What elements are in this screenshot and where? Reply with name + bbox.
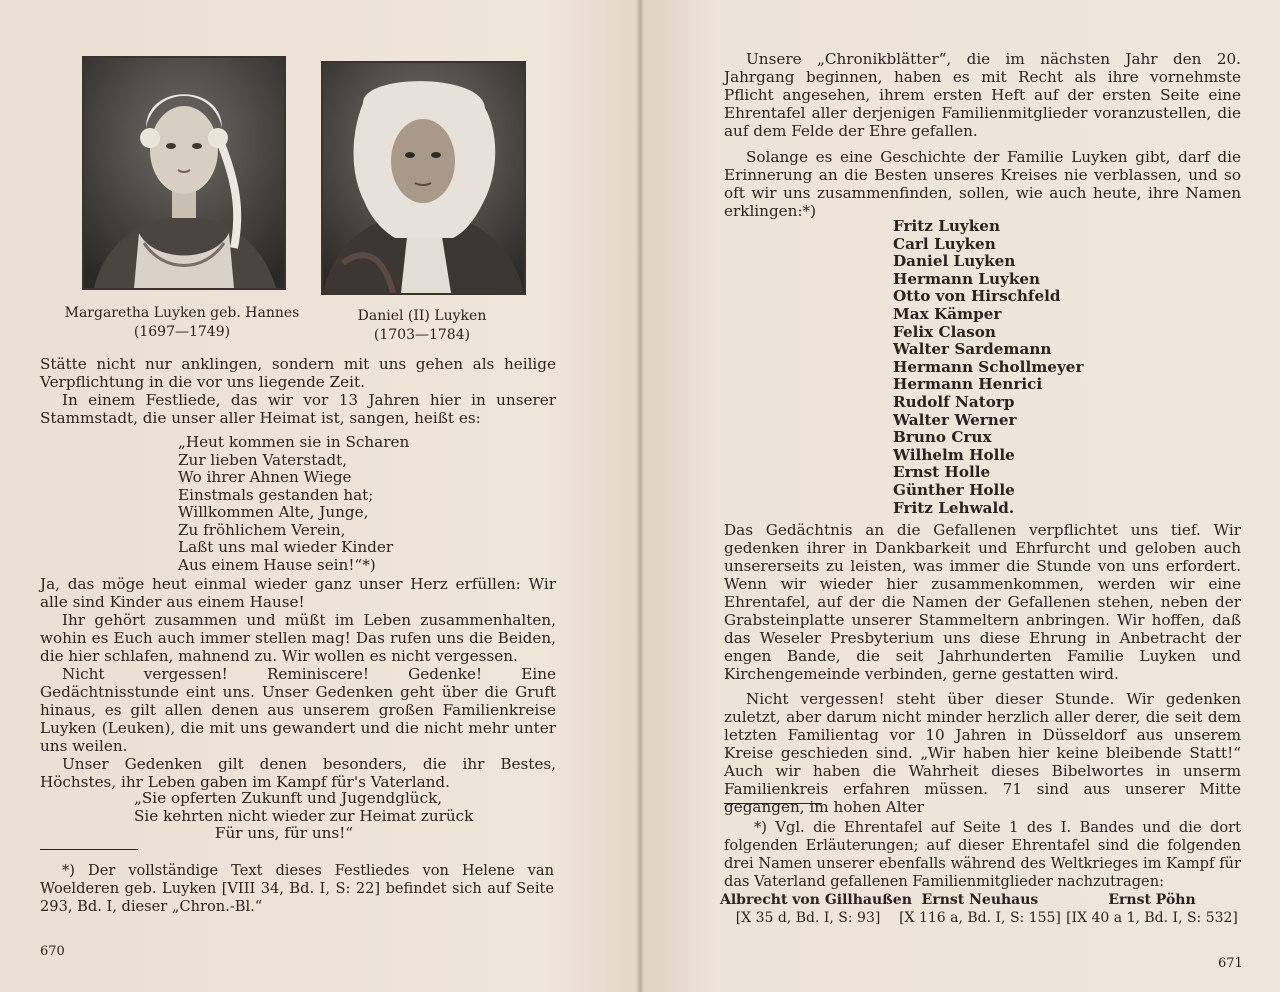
left-paragraph-3: Ja, das möge heut einmal wieder ganz unser Herz erfüllen: Wir alle sind Kinder aus einem Hause! [40, 575, 556, 611]
caption-portrait-1-name: Margaretha Luyken geb. Hannes [64, 305, 300, 321]
left-page-number: 670 [40, 944, 65, 959]
right-text-block-1 [724, 50, 1241, 220]
right-paragraph-3: Das Gedächtnis an die Gefallenen verpflichtet uns tief. Wir gedenken ihrer in Dankbarkeit und Ehrfurcht und geloben auch unsererseits zu leisten, was immer die Stunde von uns erfordert. Wenn wir wieder hier zusammenkommen, werden wir eine Ehrentafel, auf der die Namen der Gefallenen stehen, neben der Grabsteinplatte unserer Stammeltern anbringen. Wir hoffen, daß das Weseler Presbyterium uns diese Ehrung in Anbetracht der engen Bande, die seit Jahrhunderten Familie Luyken und Kirchengemeinde verbinden, gerne gestatten wird. [724, 521, 1241, 683]
honor-name: Carl Luyken [893, 234, 996, 253]
left-paragraph-5: Nicht vergessen! Reminiscere! Gedenke! Eine Gedächtnisstunde eint uns. Unser Gedenken geht über die Gruft hinaus, es gilt allen denen aus unserem großen Familienkreise Luyken (Leuken), die mit uns gewandert und die nicht mehr unter uns weilen. [40, 665, 556, 755]
honor-name: Fritz Luyken [893, 217, 1000, 235]
right-footnote: *) Vgl. die Ehrentafel auf Seite 1 des I. Bandes und die dort folgenden Erläuterungen; auf dieser Ehrentafel sind die folgenden drei Namen unserer ebenfalls während des Weltkrieges im Kampf für das Vaterland gefallenen Familienmitglieder nachzutragen: [724, 819, 1241, 890]
fallen-name: Albrecht von Gillhaußen [720, 892, 912, 908]
honor-name: Rudolf Natorp [893, 392, 1015, 411]
fallen-name: Ernst Pöhn [1108, 892, 1196, 908]
poem-line: Zu fröhlichem Verein, [178, 520, 346, 539]
honor-name: Felix Clason [893, 322, 996, 341]
fallen-entry-3 [1064, 891, 1240, 927]
fallen-ref: [X 116 a, Bd. I, S: 155] [899, 910, 1061, 926]
left-paragraph-1: Stätte nicht nur anklingen, sondern mit uns gehen als heilige Verpflichtung in die vor uns liegende Zeit. [40, 355, 556, 391]
fallen-ref: [IX 40 a 1, Bd. I, S: 532] [1066, 910, 1238, 926]
poem-line: Willkommen Alte, Junge, [178, 503, 369, 521]
right-paragraph-4: Nicht vergessen! steht über dieser Stunde. Wir gedenken zuletzt, aber darum nicht minder herzlich aller derer, die seit dem letzten Familientag vor 10 Jahren in Düsseldorf aus unserem Kreise geschieden sind. „Wir haben hier keine bleibende Statt!“ Auch wir haben die Wahrheit dieses Bibelwortes in unserm Familienkreis erfahren müssen. 71 sind aus unserer Mitte gegangen, im hohen Alter [724, 690, 1241, 816]
poem-line: Wo ihrer Ahnen Wiege [178, 468, 352, 486]
honor-name: Ernst Holle [893, 463, 991, 482]
fallen-name: Ernst Neuhaus [921, 892, 1039, 908]
honor-name: Bruno Crux [893, 428, 992, 447]
portrait-margaretha-luyken [82, 56, 286, 290]
honor-name: Daniel Luyken [893, 252, 1016, 271]
honor-name: Max Kämper [893, 304, 1002, 323]
honor-name: Fritz Lehwald. [893, 498, 1015, 517]
caption-portrait-1-years: (1697—1749) [133, 324, 231, 340]
right-paragraph-2: Solange es eine Geschichte der Familie Luyken gibt, darf die Erinnerung an die Besten unseres Kreises nie verblassen, und so oft wir uns zusammenfinden, sollen, wie auch heute, ihre Namen erklingen:*) [724, 148, 1241, 220]
caption-portrait-2-years: (1703—1784) [373, 327, 471, 343]
right-footnote-rule [724, 803, 822, 804]
portrait-daniel-luyken [321, 61, 526, 295]
honor-name: Hermann Henrici [893, 375, 1043, 394]
honor-name: Hermann Schollmeyer [893, 357, 1084, 376]
left-paragraph-2: In einem Festliede, das wir vor 13 Jahren hier in unserer Stammstadt, die unser aller Heimat ist, sangen, heißt es: [40, 391, 556, 427]
honor-name: Otto von Hirschfeld [893, 287, 1061, 306]
honor-name: Hermann Luyken [893, 269, 1041, 288]
fallen-ref: [X 35 d, Bd. I, S: 93] [735, 910, 881, 926]
honor-name: Walter Sardemann [893, 340, 1052, 359]
poem-line: Einstmals gestanden hat; [178, 485, 374, 504]
left-footnote: *) Der vollständige Text dieses Festliedes von Helene van Woelderen geb. Luyken [VIII 34, Bd. I, S: 22] befindet sich auf Seite 293, Bd. I, dieser „Chron.-Bl.“ [40, 862, 554, 915]
poem-line: Laßt uns mal wieder Kinder [178, 538, 394, 556]
book-gutter [636, 0, 644, 992]
fallen-entry-2 [896, 891, 1064, 927]
poem-line: Aus einem Hause sein!“*) [178, 555, 376, 574]
honor-name: Wilhelm Holle [893, 445, 1015, 464]
caption-portrait-2-name: Daniel (II) Luyken [357, 308, 487, 324]
poem-line: Für uns, für uns!“ [214, 824, 354, 842]
left-text-block-2 [40, 575, 556, 791]
left-footnote-rule [40, 849, 138, 850]
fallen-entry-1 [720, 891, 912, 927]
poem-line: Zur lieben Vaterstadt, [178, 450, 348, 469]
honor-name: Walter Werner [893, 410, 1017, 429]
caption-portrait-1 [60, 304, 304, 342]
honor-name: Günther Holle [893, 480, 1015, 499]
left-paragraph-4: Ihr gehört zusammen und müßt im Leben zusammenhalten, wohin es Euch auch immer stellen mag! Das rufen uns die Beiden, die hier schlafen, mahnend zu. Wir wollen es nicht vergessen. [40, 611, 556, 665]
honor-roll-names [893, 218, 1083, 517]
right-paragraph-1: Unsere „Chronikblätter“, die im nächsten Jahr den 20. Jahrgang beginnen, haben es mit Recht als ihre vornehmste Pflicht angesehen, ihrem ersten Heft auf der ersten Seite eine Ehrentafel aller derjenigen Familienmitglieder voranzustellen, die auf dem Felde der Ehre gefallen. [724, 50, 1241, 140]
caption-portrait-2 [300, 307, 544, 345]
poem-line: „Heut kommen sie in Scharen [178, 433, 410, 451]
poem-line: Sie kehrten nicht wieder zur Heimat zurück [134, 806, 474, 825]
left-paragraph-6: Unser Gedenken gilt denen besonders, die ihr Bestes, Höchstes, ihr Leben gaben im Kampf für's Vaterland. [40, 755, 556, 791]
left-poem-2 [134, 789, 474, 843]
poem-line: „Sie opferten Zukunft und Jugendglück, [134, 789, 443, 807]
right-page-number: 671 [1218, 956, 1243, 971]
left-poem-1 [178, 434, 409, 574]
fallen-additions-table [720, 891, 1244, 931]
left-text-block-1 [40, 355, 556, 427]
right-text-block-2 [724, 521, 1241, 816]
